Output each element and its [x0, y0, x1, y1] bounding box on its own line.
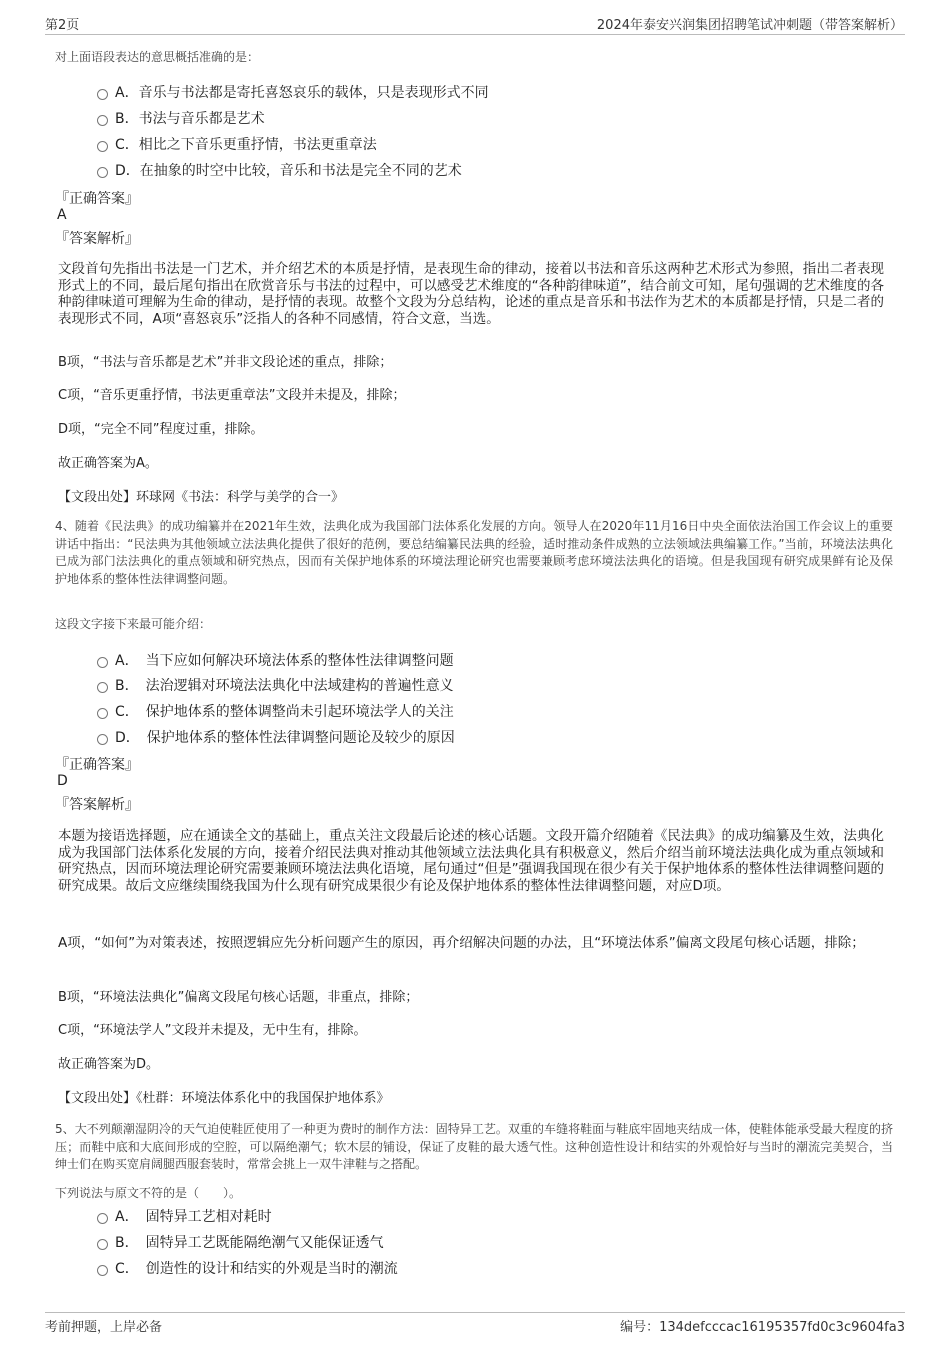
q4-stem: 4、随着《民法典》的成功编纂并在2021年生效，法典化成为我国部门法体系化发展的方向。领导人在2020年11月16日中央全面依法治国工作会议上的重要讲话中指出：“民法典为其他领域立法法典化提供了很好的范例，要总结编纂民法典的经验，适时推动条件成熟的立法领域法典编纂工作。”当前，环境法法典化已成为部门法法典化的重点领域和研究热点，因而有关保护地体系的环境法理论研究也需要兼顾考虑环境法法典化的语境。但是我国现有研究成果鲜有论及保护地体系的整体性法律调整问题。	[55, 519, 893, 586]
q4-option-a[interactable]: A． 当下应如何解决环境法体系的整体性法律调整问题	[115, 653, 454, 669]
q5-option-c-radio[interactable]	[97, 1265, 108, 1276]
q5-prompt: 下列说法与原文不符的是（ ）。	[55, 1186, 242, 1200]
q3-option-a-radio[interactable]	[97, 89, 108, 100]
q3-option-c-radio[interactable]	[97, 141, 108, 152]
page-header	[45, 12, 905, 35]
document-code: 编号：134defcccac16195357fd0c3c9604fa3	[620, 1320, 905, 1335]
q3-option-d[interactable]: D．在抽象的时空中比较，音乐和书法是完全不同的艺术	[115, 163, 462, 179]
q5-option-b[interactable]: B． 固特异工艺既能隔绝潮气又能保证透气	[115, 1235, 384, 1251]
q4-option-c-radio[interactable]	[97, 708, 108, 719]
q4-analysis-b: B项，“环境法法典化”偏离文段尾句核心话题，非重点，排除；	[58, 990, 419, 1005]
q3-option-d-radio[interactable]	[97, 167, 108, 178]
q3-source: 【文段出处】环球网《书法：科学与美学的合一》	[58, 490, 345, 505]
q3-answer: A	[57, 207, 67, 223]
q3-conclusion: 故正确答案为A。	[58, 456, 158, 471]
q5-option-a[interactable]: A． 固特异工艺相对耗时	[115, 1209, 272, 1225]
q4-option-d-radio[interactable]	[97, 734, 108, 745]
q4-option-a-radio[interactable]	[97, 657, 108, 668]
q3-option-b-radio[interactable]	[97, 115, 108, 126]
q4-option-b[interactable]: B． 法治逻辑对环境法法典化中法域建构的普遍性意义	[115, 678, 454, 694]
q4-source: 【文段出处】《杜群：环境法体系化中的我国保护地体系》	[58, 1091, 390, 1106]
q4-answer-label: 『正确答案』	[55, 757, 139, 773]
q3-analysis-label: 『答案解析』	[55, 231, 139, 247]
q3-analysis-b: B项，“书法与音乐都是艺术”并非文段论述的重点，排除；	[58, 355, 393, 370]
q4-option-b-radio[interactable]	[97, 682, 108, 693]
q5-option-c[interactable]: C． 创造性的设计和结实的外观是当时的潮流	[115, 1261, 398, 1277]
q4-prompt: 这段文字接下来最可能介绍：	[55, 617, 212, 631]
document-title: 2024年泰安兴润集团招聘笔试冲刺题（带答案解析）	[596, 18, 903, 33]
q3-answer-label: 『正确答案』	[55, 191, 139, 207]
q3-option-b[interactable]: B．书法与音乐都是艺术	[115, 111, 265, 127]
q4-analysis-main: 本题为接语选择题，应在通读全文的基础上，重点关注文段最后论述的核心话题。文段开篇介绍随着《民法典》的成功编纂及生效，法典化成为我国部门法体系化发展的方向，接着介绍民法典对推动其他领域立法法典化具有积极意义，然后介绍当前环境法法典化成为重点领域和研究热点，因而环境法理论研究需要兼顾环境法法典化语境，尾句通过“但是”强调我国现在很少有关于保护地体系的整体性法律调整问题的研究成果。故后文应继续围绕我国为什么现有研究成果很少有论及保护地体系的整体性法律调整问题，对应D项。	[58, 828, 884, 894]
page-number: 第2页	[45, 18, 80, 33]
q4-analysis-a: A项，“如何”为对策表述，按照逻辑应先分析问题产生的原因，再介绍解决问题的办法，且“环境法体系”偏离文段尾句核心话题，排除；	[58, 935, 865, 951]
q4-answer: D	[57, 773, 68, 789]
q3-option-c[interactable]: C．相比之下音乐更重抒情，书法更重章法	[115, 137, 377, 153]
q3-analysis-main: 文段首句先指出书法是一门艺术，并介绍艺术的本质是抒情，是表现生命的律动，接着以书法和音乐这两种艺术形式为参照，指出二者表现形式上的不同，最后尾句指出在欣赏音乐与书法的过程中，可以感受艺术维度的“各种韵律味道”，结合前文可知，尾句强调的艺术维度的各种韵律味道可理解为生命的律动，是抒情的表现。故整个文段为分总结构，论述的重点是音乐和书法作为艺术的本质都是抒情，只是二者的表现形式不同，A项“喜怒哀乐”泛指人的各种不同感情，符合文意，当选。	[58, 261, 884, 327]
q3-prompt: 对上面语段表达的意思概括准确的是：	[55, 50, 260, 64]
q4-option-c[interactable]: C． 保护地体系的整体调整尚未引起环境法学人的关注	[115, 704, 454, 720]
q4-analysis-label: 『答案解析』	[55, 797, 139, 813]
q5-option-a-radio[interactable]	[97, 1213, 108, 1224]
q4-analysis-c: C项，“环境法学人”文段并未提及，无中生有，排除。	[58, 1023, 367, 1038]
q5-stem: 5、大不列颠潮湿阴冷的天气迫使鞋匠使用了一种更为费时的制作方法：固特异工艺。双重的车缝将鞋面与鞋底牢固地夹结成一体，使鞋体能承受最大程度的挤压；而鞋中底和大底间形成的空腔，可以隔绝潮气；软木层的铺设，保证了皮鞋的最大透气性。这种创造性设计和结实的外观恰好与当时的潮流完美契合，当绅士们在购买宽肩阔腿西服套装时，常常会挑上一双牛津鞋与之搭配。	[55, 1122, 893, 1171]
q3-analysis-c: C项，“音乐更重抒情，书法更重章法”文段并未提及，排除；	[58, 388, 406, 403]
q5-option-b-radio[interactable]	[97, 1239, 108, 1250]
footer-slogan: 考前押题，上岸必备	[45, 1320, 163, 1335]
page-footer	[45, 1312, 905, 1337]
q3-option-a[interactable]: A．音乐与书法都是寄托喜怒哀乐的载体，只是表现形式不同	[115, 85, 489, 101]
q3-analysis-d: D项，“完全不同”程度过重，排除。	[58, 422, 264, 437]
q4-conclusion: 故正确答案为D。	[58, 1057, 160, 1072]
q4-option-d[interactable]: D． 保护地体系的整体性法律调整问题论及较少的原因	[115, 730, 455, 746]
